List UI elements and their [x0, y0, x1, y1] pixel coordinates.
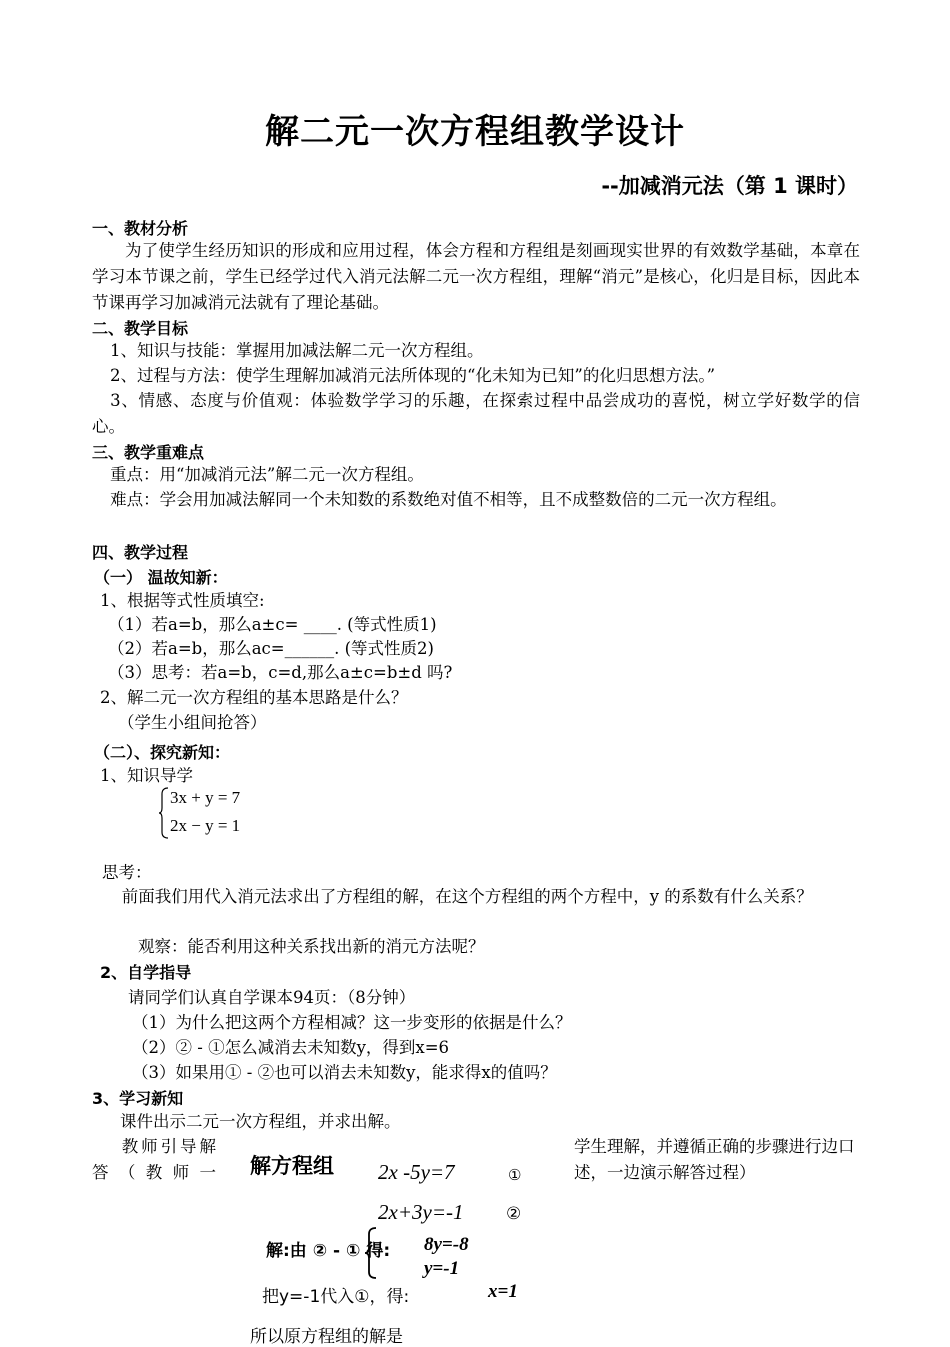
teacher-guide-text: 教师引导解答（教师一 — [92, 1137, 218, 1182]
slide-equation-2: 2x+3y=-1 — [378, 1200, 464, 1224]
think-label: 思考： — [102, 863, 152, 882]
review-question-2: 2、解二元一次方程组的基本思路是什么？ — [100, 688, 408, 707]
review-question-1a: （1）若a=b，那么a±c= ____. (等式性质1) — [108, 615, 437, 634]
slide-equation-1: 2x -5y=7 — [378, 1160, 455, 1184]
key-point-text: 重点：用“加减消元法”解二元一次方程组。 — [110, 465, 424, 484]
materials-paragraph: 为了使学生经历知识的形成和应用过程，体会方程和方程组是刻画现实世界的有效数学基础，本章在学习本节课之前，学生已经学过代入消元法解二元一次方程组，理解“消元”是核心，化归是目标，因此本节课再学习加减消元法就有了理论基础。 — [92, 241, 860, 312]
slide-step-4: 所以原方程组的解是 — [250, 1327, 403, 1347]
self-study-intro: 请同学们认真自学课本94页：（8分钟） — [128, 988, 416, 1007]
review-question-1b: （2）若a=b，那么ac=______. (等式性质2) — [108, 639, 434, 658]
section-heading-objectives: 二、教学目标 — [92, 319, 189, 338]
learn-new-intro: 课件出示二元一次方程组，并求出解。 — [120, 1112, 401, 1131]
review-question-2-note: （学生小组间抢答） — [118, 713, 267, 732]
slide-step-3: 把y=-1代入①，得: — [262, 1287, 410, 1307]
slide-equation-2-mark: ② — [506, 1204, 522, 1224]
objective-item-1: 1、知识与技能：掌握用加减法解二元一次方程组。 — [110, 341, 484, 360]
slide-equation-1-mark: ① — [508, 1166, 522, 1184]
document-subtitle: --加减消元法（第 1 课时） — [601, 174, 858, 198]
objective-item-3: 3、情感、态度与价值观：体验数学学习的乐趣，在探索过程中品尝成功的喜悦，树立学好数学的信心。 — [92, 391, 860, 436]
self-study-heading: 2、自学指导 — [100, 963, 192, 982]
self-study-question-2: （2）② - ①怎么减消去未知数y，得到x=6 — [132, 1038, 450, 1057]
self-study-question-1: （1）为什么把这两个方程相减？这一步变形的依据是什么？ — [132, 1013, 572, 1032]
student-response-text: 学生理解，并遵循正确的步骤进行边口述，一边演示解答过程） — [574, 1137, 855, 1182]
part2-heading: （二）、探究新知： — [94, 743, 231, 762]
observe-text: 观察：能否利用这种关系找出新的消元方法呢？ — [138, 937, 485, 956]
objective-item-2: 2、过程与方法：使学生理解加减消元法所体现的“化未知为已知”的化归思想方法。” — [110, 366, 716, 385]
slide-step-3-result: x=1 — [488, 1281, 518, 1302]
document-title: 解二元一次方程组教学设计 — [265, 112, 685, 152]
slide-step-1: 解:由 ② - ① 得: — [266, 1241, 391, 1261]
self-study-question-3: （3）如果用① - ②也可以消去未知数y，能求得x的值吗？ — [132, 1063, 557, 1082]
slide-title: 解方程组 — [250, 1154, 334, 1178]
section-heading-materials: 一、教材分析 — [92, 219, 189, 238]
think-paragraph: 前面我们用代入消元法求出了方程组的解，在这个方程组的两个方程中，y 的系数有什么关系？ — [121, 887, 813, 906]
review-question-1: 1、根据等式性质填空: — [100, 591, 265, 610]
brace-icon — [158, 786, 170, 840]
equation-system — [158, 786, 268, 840]
review-question-1c: （3）思考：若a=b，c=d,那么a±c=b±d 吗? — [108, 663, 453, 682]
difficult-point-text: 难点：学会用加减法解同一个未知数的系数绝对值不相等，且不成整数倍的二元一次方程组。 — [110, 490, 787, 509]
slide-step-1-result: 8y=-8 — [424, 1234, 469, 1255]
section-heading-process: 四、教学过程 — [92, 543, 189, 562]
learn-new-heading: 3、学习新知 — [92, 1089, 184, 1108]
part1-heading: （一） 温故知新： — [94, 568, 228, 587]
section-heading-key-points: 三、教学重难点 — [92, 443, 205, 462]
system-equation-1: 3x + y = 7 — [170, 788, 241, 807]
knowledge-guide-label: 1、知识导学 — [100, 766, 193, 785]
system-equation-2: 2x − y = 1 — [170, 816, 241, 835]
slide-step-2-result: y=-1 — [424, 1258, 460, 1279]
